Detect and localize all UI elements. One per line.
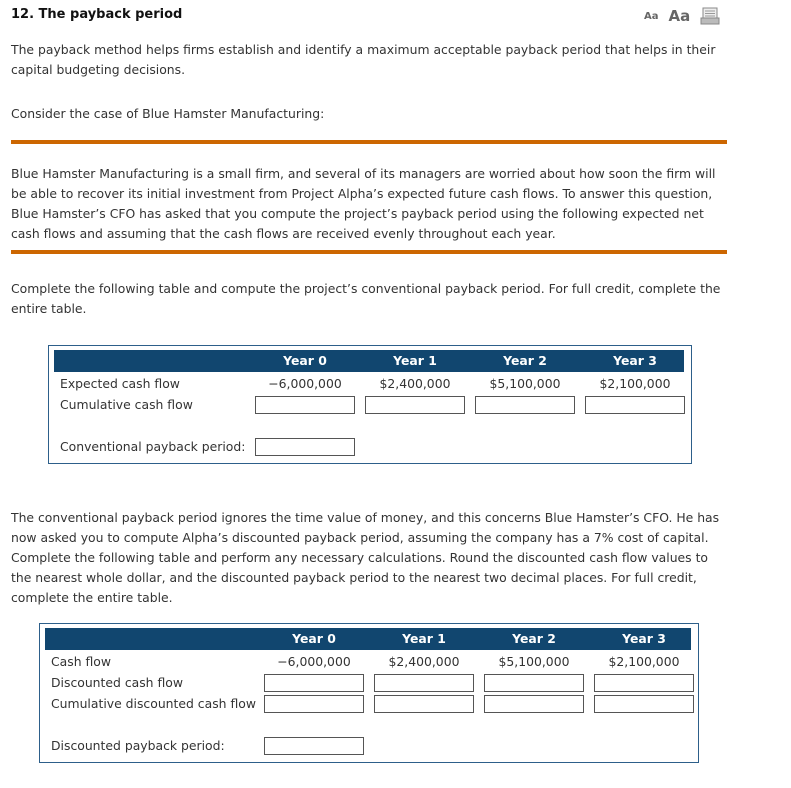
cell-value: −6,000,000: [268, 376, 342, 391]
cell-value: $5,100,000: [489, 376, 561, 391]
case-intro: Consider the case of Blue Hamster Manufacturing:: [11, 106, 325, 121]
table1-instructions: Complete the following table and compute the project’s conventional payback period. For full credit, complete the entire table.: [11, 281, 721, 316]
cumulative-cash-flow-year-2-input[interactable]: [475, 396, 575, 414]
discounted-payback-table: [39, 623, 699, 763]
conventional-payback-label: Conventional payback period:: [60, 439, 246, 454]
text-tools: [644, 6, 720, 26]
cell-value: −6,000,000: [277, 654, 351, 669]
discounted-payback-input[interactable]: [264, 737, 364, 755]
cumulative-discounted-cash-flow-year-0-input[interactable]: [264, 695, 364, 713]
cumulative-discounted-cash-flow-year-1-input[interactable]: [374, 695, 474, 713]
print-icon[interactable]: [700, 7, 720, 25]
cell-value: $5,100,000: [498, 654, 570, 669]
header-year-0: Year 0: [283, 353, 327, 368]
cell-value: $2,100,000: [608, 654, 680, 669]
cell-value: $2,400,000: [379, 376, 451, 391]
discounted-cash-flow-year-2-input[interactable]: [484, 674, 584, 692]
scenario-top-rule: [11, 140, 727, 144]
question-title: 12. The payback period: [11, 7, 183, 22]
increase-font-button[interactable]: Aa: [668, 7, 691, 25]
discounted-cash-flow-year-1-input[interactable]: [374, 674, 474, 692]
discounted-cash-flow-year-3-input[interactable]: [594, 674, 694, 692]
cumulative-cash-flow-year-0-input[interactable]: [255, 396, 355, 414]
discounted-payback-label: Discounted payback period:: [51, 738, 225, 753]
cell-value: $2,100,000: [599, 376, 671, 391]
header-year-2: Year 2: [512, 631, 556, 646]
row-label-discounted-cash-flow: Discounted cash flow: [51, 675, 183, 690]
cumulative-discounted-cash-flow-year-3-input[interactable]: [594, 695, 694, 713]
intro-paragraph: The payback method helps firms establish and identify a maximum acceptable payback period that helps in their capital budgeting decisions.: [11, 42, 716, 77]
header-year-2: Year 2: [503, 353, 547, 368]
decrease-font-button[interactable]: Aa: [644, 10, 659, 22]
header-year-3: Year 3: [622, 631, 666, 646]
header-year-1: Year 1: [402, 631, 446, 646]
header-year-3: Year 3: [613, 353, 657, 368]
discounted-instructions: The conventional payback period ignores the time value of money, and this concerns Blue Hamster’s CFO. He has now asked you to compute Alpha’s discounted payback period, assuming the company has a 7% cost of capital. Complete the following table and perform any necessary calculations. Round the discounted cash flow values to the nearest whole dollar, and the discounted payback period to the nearest two decimal places. For full credit, complete the entire table.: [11, 510, 720, 605]
scenario-text: Blue Hamster Manufacturing is a small firm, and several of its managers are worried about how soon the firm will be able to recover its initial investment from Project Alpha’s expected future cash flows. To answer this question, Blue Hamster’s CFO has asked that you compute the project’s payback period using the following expected net cash flows and assuming that the cash flows are received evenly throughout each year.: [11, 166, 716, 241]
header-year-0: Year 0: [292, 631, 336, 646]
discounted-cash-flow-year-0-input[interactable]: [264, 674, 364, 692]
conventional-payback-input[interactable]: [255, 438, 355, 456]
row-label-cumulative-cash-flow: Cumulative cash flow: [60, 397, 193, 412]
cell-value: $2,400,000: [388, 654, 460, 669]
row-label-expected-cash-flow: Expected cash flow: [60, 376, 180, 391]
row-label-cumulative-discounted-cash-flow: Cumulative discounted cash flow: [51, 696, 256, 711]
scenario-bottom-rule: [11, 250, 727, 254]
cumulative-discounted-cash-flow-year-2-input[interactable]: [484, 695, 584, 713]
cumulative-cash-flow-year-3-input[interactable]: [585, 396, 685, 414]
header-year-1: Year 1: [393, 353, 437, 368]
row-label-cash-flow: Cash flow: [51, 654, 112, 669]
payback-table: [48, 345, 692, 464]
cumulative-cash-flow-year-1-input[interactable]: [365, 396, 465, 414]
